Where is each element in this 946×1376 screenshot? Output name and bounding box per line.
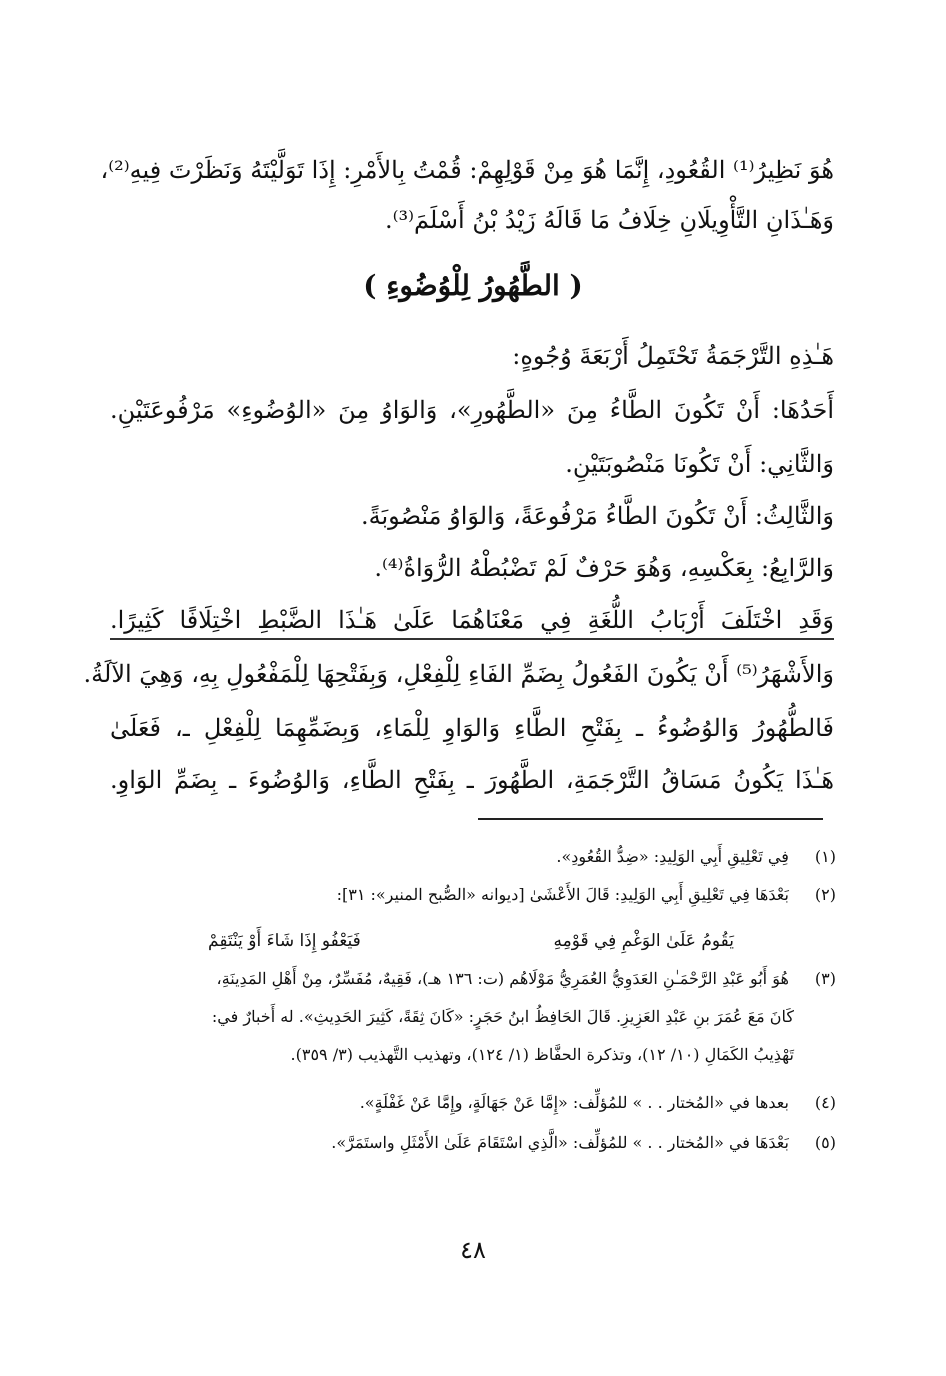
body-line-5: وَالثَّانِي: أَنْ تَكُونَا مَنْصُوبَتَيْنِ. xyxy=(565,450,834,478)
verse-second-hemistich: فَيَعْفُو إِذَا شَاءَ أَوْ يَنْتَقِمْ xyxy=(208,931,361,951)
body-line-9: وَالأَشْهَرُ⁽⁵⁾ أَنْ يَكُونَ الفَعُولُ بِضَمِّ الفَاءِ لِلْفِعْلِ، وَبِفَتْحِهَا لِلْمَفْعُولِ بِهِ، وَهِيَ الآلَةُ. xyxy=(83,660,834,688)
footnote-3 xyxy=(108,964,836,994)
body-line-6: وَالثَّالِثُ: أَنْ تَكُونَ الطَّاءُ مَرْفُوعَةً، وَالوَاوُ مَنْصُوبَةً. xyxy=(361,502,834,530)
body-line-7: وَالرَّابِعُ: بِعَكْسِهِ، وَهُوَ حَرْفٌ لَمْ تَضْبُطْهُ الرُّوَاةُ⁽⁴⁾. xyxy=(374,554,834,582)
footnote-text: بَعْدَهَا في «المُختار . . » للمُؤلِّف: «الَّذِي اسْتَقَامَ عَلَىٰ الأَمْثَلِ واستَمَرَّ». xyxy=(331,1133,789,1152)
section-title: ( الطَّهُورُ لِلْوُضُوءِ ) xyxy=(363,269,583,302)
footnote-number: (٥) xyxy=(814,1133,836,1152)
body-line-4: أَحَدُهَا: أَنْ تَكُونَ الطَّاءُ مِنَ «الطَّهُورِ»، وَالوَاوُ مِنَ «الوُضُوءِ» مَرْفُوعَتَيْنِ. xyxy=(110,396,834,424)
body-line-10: فَالطُّهُورُ وَالوُضُوءُ ـ بِفَتْحِ الطَّاءِ وَالوَاوِ لِلْمَاءِ، وَبِضَمِّهِمَا لِلْفِعْلِ ـ، فَعَلَىٰ xyxy=(110,714,834,742)
footnote-2 xyxy=(108,880,836,910)
footnote-3-continued: كَانَ مَعَ عُمَرَ بنِ عَبْدِ العَزِيزِ. قَالَ الحَافِظُ ابنُ حَجَرٍ: «كَانَ ثِقَةً، كَثِيرَ الحَدِيثِ». له أَخبارٌ في: xyxy=(211,1007,794,1026)
footnote-separator xyxy=(478,818,823,820)
footnote-4 xyxy=(108,1088,836,1118)
body-line-8-underlined: وَقَدِ اخْتَلَفَ أَرْبَابُ اللُّغَةِ فِي مَعْنَاهُمَا عَلَىٰ هَـٰذَا الضَّبْطِ اخْتِلَافًا كَثِيرًا. xyxy=(110,606,834,634)
footnote-3-continued: تَهْذِيبُ الكَمَالِ (١٠/ ١٢)، وتذكرة الحفَّاظ (١/ ١٢٤)، وتهذيب التَّهذيب (٣/ ٣٥٩). xyxy=(290,1045,794,1064)
verse-first-hemistich: يَقُومُ عَلَىٰ الوَغْمِ فِي قَوْمِهِ xyxy=(553,931,734,951)
body-line-2: وَهَـٰذَانِ التَّأْوِيلَانِ خِلَافُ مَا قَالَهُ زَيْدُ بْنُ أَسْلَمَ⁽³⁾. xyxy=(384,206,834,234)
footnote-1 xyxy=(108,842,836,872)
body-line-1: هُوَ نَظِيرُ⁽¹⁾ القُعُودِ، إِنَّمَا هُوَ مِنْ قَوْلِهِمْ: قُمْتُ بِالأَمْرِ: إِذَا تَوَلَّيْتَهُ وَنَظَرْتَ فِيهِ⁽²⁾، xyxy=(100,156,834,184)
footnote-number: (٤) xyxy=(814,1093,836,1112)
footnote-text: هُوَ أَبُو عَبْدِ الرَّحْمَـٰنِ العَدَوِيُّ العُمَرِيُّ مَوْلَاهُم (ت: ١٣٦ هـ)، فَقِيهٌ، مُفَسِّرٌ، مِنْ أَهْلِ المَدِينَةِ، xyxy=(216,969,789,988)
footnote-number: (١) xyxy=(814,847,836,866)
poetry-verse xyxy=(208,926,734,956)
footnote-text: بَعْدَهَا فِي تَعْلِيقِ أَبِي الوَلِيدِ: قَالَ الأَعْشَىٰ [ديوانه «الصُّبح المنير»: ٣١]: xyxy=(336,885,789,904)
footnote-number: (٢) xyxy=(814,885,836,904)
footnote-number: (٣) xyxy=(814,969,836,988)
footnote-text: فِي تَعْلِيقِ أَبِي الوَلِيدِ: «ضِدُّ القُعُودِ». xyxy=(556,847,789,866)
page-number: ٤٨ xyxy=(460,1236,486,1264)
body-line-11: هَـٰذَا يَكُونُ مَسَاقُ التَّرْجَمَةِ، الطَّهُورَ ـ بِفَتْحِ الطَّاءِ، وَالوُضُوءَ ـ بِضَمِّ الوَاوِ. xyxy=(110,766,834,794)
body-line-3: هَـٰذِهِ التَّرْجَمَةُ تَحْتَمِلُ أَرْبَعَةَ وُجُوهٍ: xyxy=(512,342,834,370)
footnote-text: بعدها في «المُختار . . » للمُؤلِّف: «إِمَّا عَنْ جَهَالَةٍ، وإِمَّا عَنْ غَفْلَةٍ». xyxy=(359,1093,789,1112)
footnote-5 xyxy=(108,1128,836,1158)
